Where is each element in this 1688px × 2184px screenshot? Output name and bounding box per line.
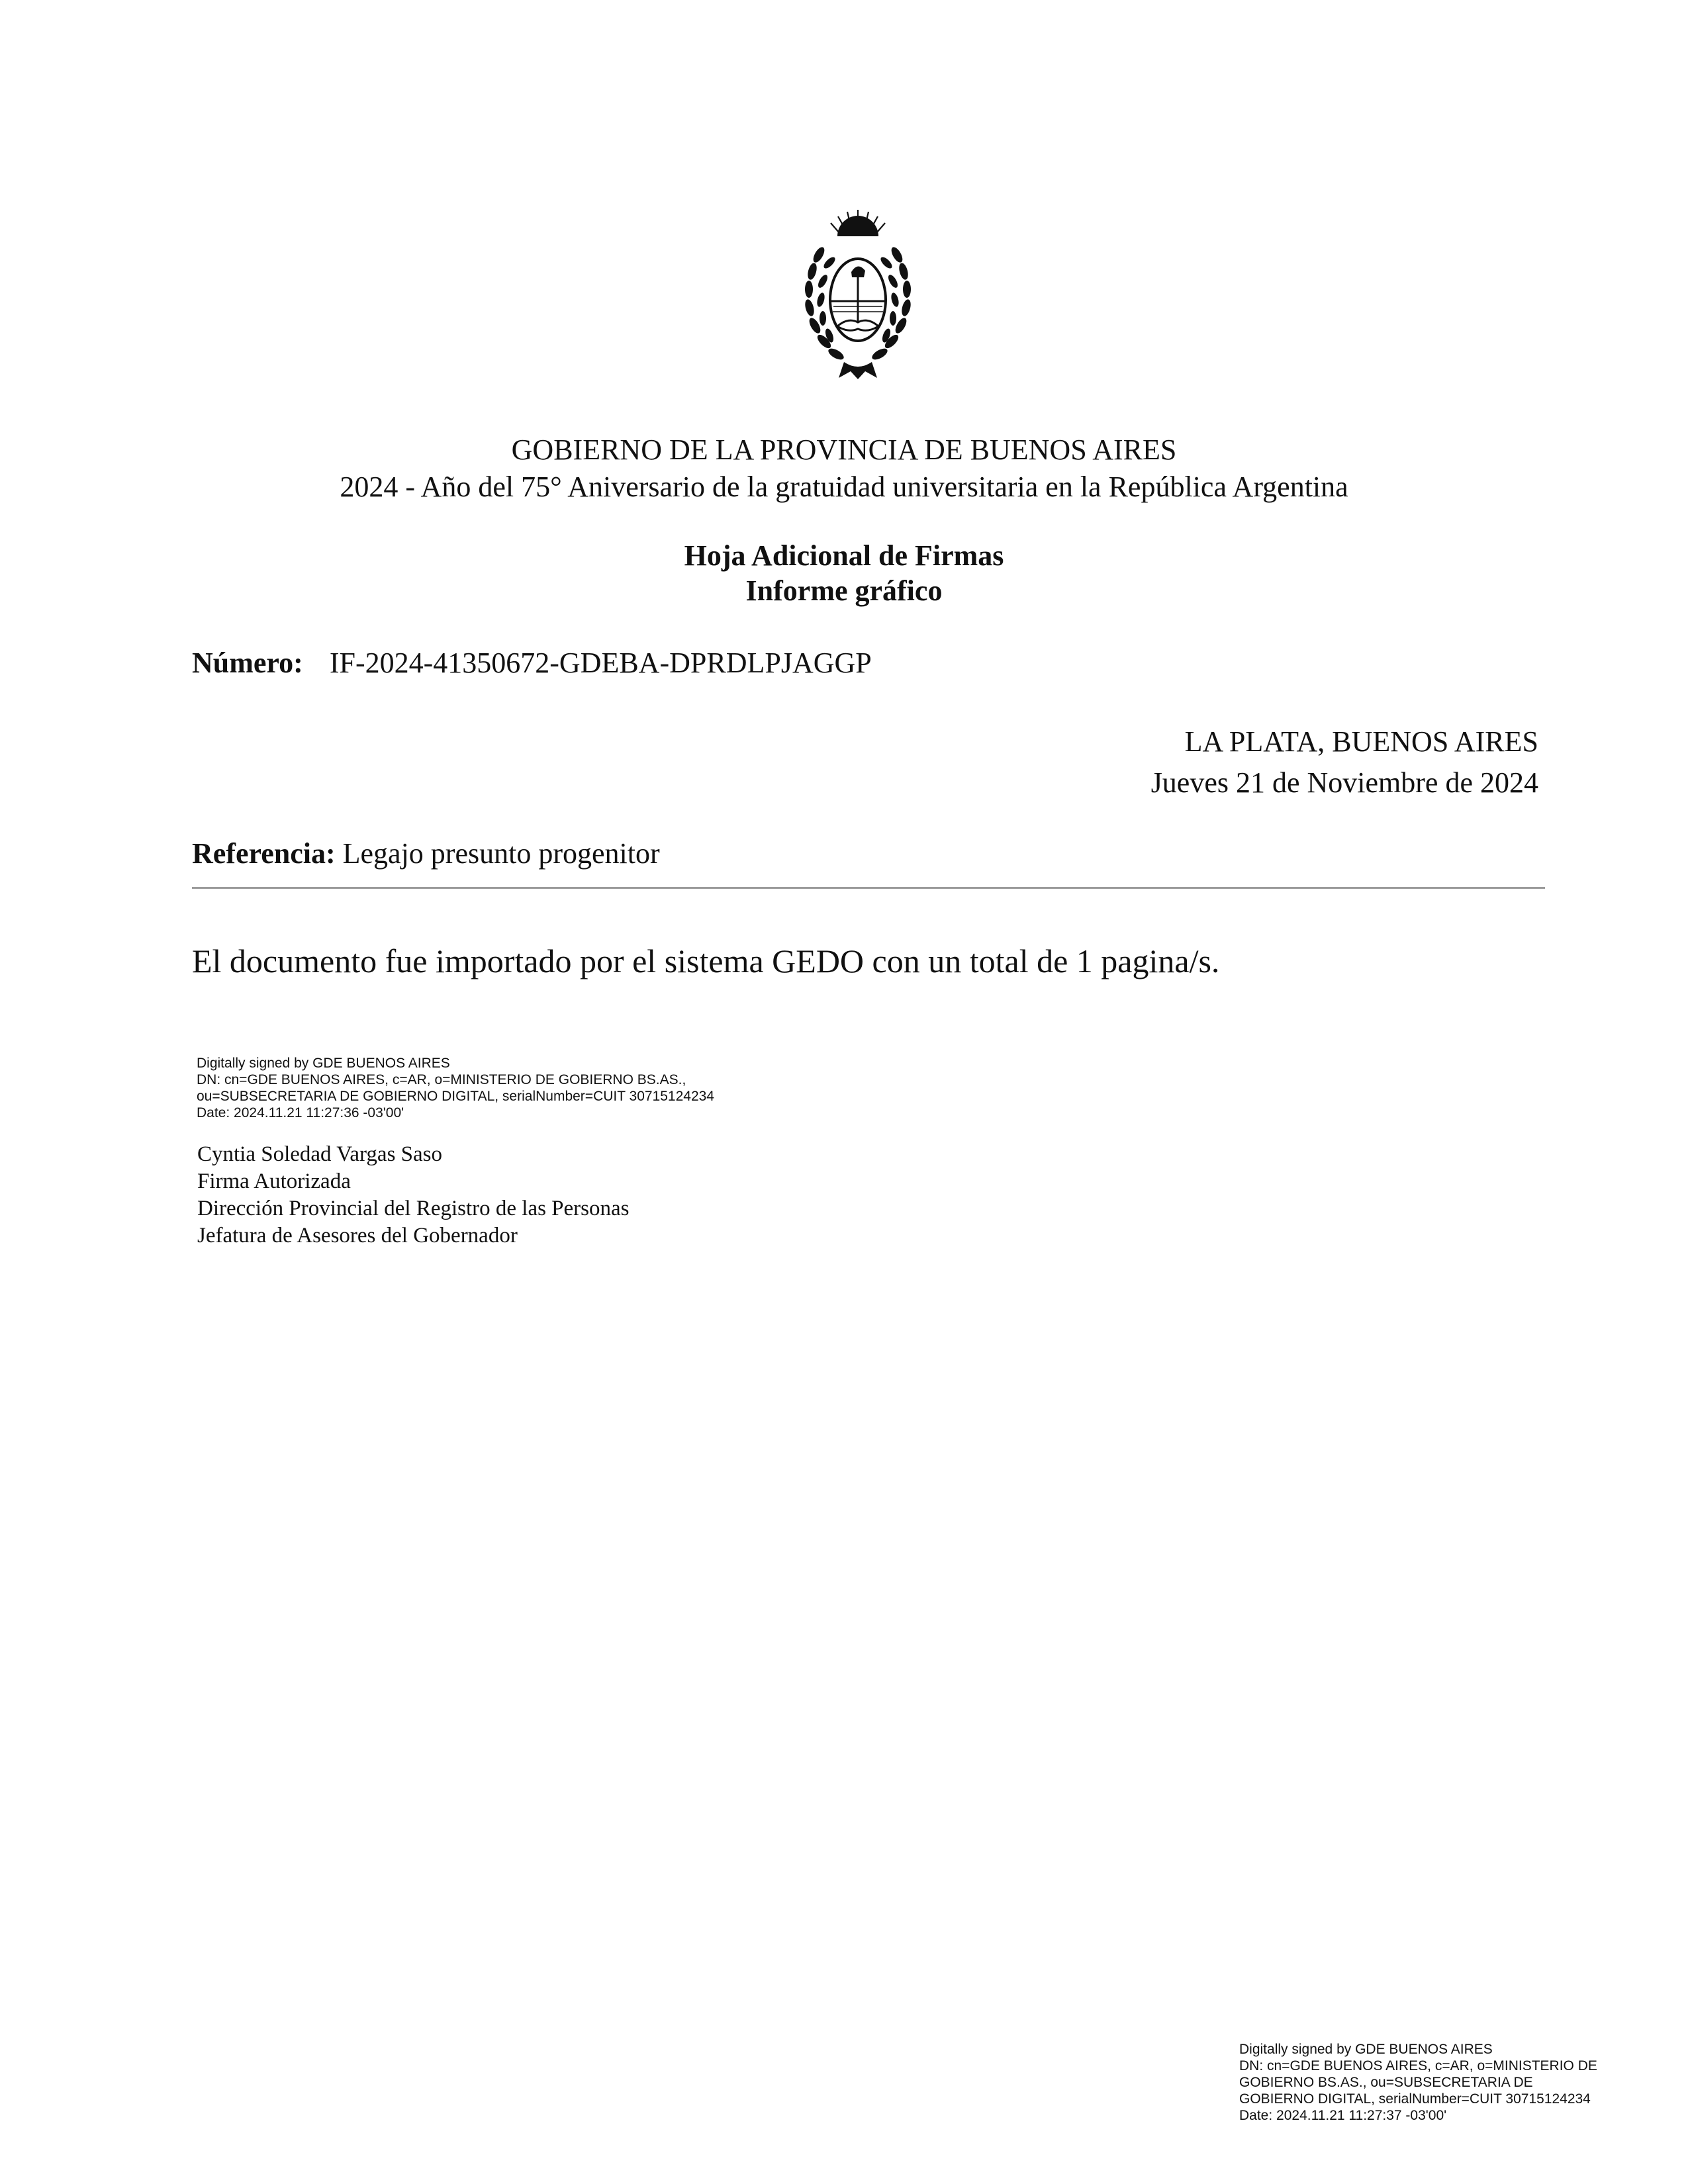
place: LA PLATA, BUENOS AIRES bbox=[1184, 725, 1538, 758]
divider bbox=[192, 887, 1545, 889]
number-value: IF-2024-41350672-GDEBA-DPRDLPJAGGP bbox=[329, 647, 872, 679]
signer-department: Jefatura de Asesores del Gobernador bbox=[197, 1224, 518, 1248]
signer-office: Dirección Provincial del Registro de las Personas bbox=[197, 1197, 630, 1220]
date: Jueves 21 de Noviembre de 2024 bbox=[1150, 766, 1538, 799]
reference-value: Legajo presunto progenitor bbox=[342, 837, 660, 870]
number-label: Número: bbox=[192, 647, 303, 679]
year-motto: 2024 - Año del 75° Aniversario de la gratuidad universitaria en la República Argentina bbox=[340, 471, 1348, 503]
signer-name: Cyntia Soledad Vargas Saso bbox=[197, 1142, 443, 1166]
signer-role: Firma Autorizada bbox=[197, 1169, 351, 1193]
document-title-block bbox=[0, 538, 1688, 608]
coat-of-arms-icon bbox=[799, 208, 917, 382]
body-text: El documento fue importado por el sistema GEDO con un total de 1 pagina/s. bbox=[192, 942, 1220, 979]
document-number bbox=[192, 645, 872, 682]
header bbox=[0, 432, 1688, 506]
digital-signature-stamp-footer: Digitally signed by GDE BUENOS AIRES DN: cn=GDE BUENOS AIRES, c=AR, o=MINISTERIO DE GOBIERNO BS.AS., ou=SUBSECRETARIA DE GOBIERNO DIGITAL, serialNumber=CUIT 30715124234 Date: 2024.11.21 11:27:37 -03'00' bbox=[1239, 2042, 1597, 2123]
signer-block bbox=[197, 1141, 630, 1250]
digital-signature-stamp: Digitally signed by GDE BUENOS AIRES DN: cn=GDE BUENOS AIRES, c=AR, o=MINISTERIO DE GOBIERNO BS.AS., ou=SUBSECRETARIA DE GOBIERNO DIGITAL, serialNumber=CUIT 30715124234 Date: 2024.11.21 11:27:36 -03'00' bbox=[197, 1056, 714, 1120]
government-name: GOBIERNO DE LA PROVINCIA DE BUENOS AIRES bbox=[511, 433, 1177, 466]
document-subtitle: Informe gráfico bbox=[745, 574, 943, 607]
reference-label: Referencia: bbox=[192, 837, 336, 870]
document-title: Hoja Adicional de Firmas bbox=[684, 539, 1004, 572]
reference bbox=[192, 835, 660, 872]
place-date bbox=[1151, 721, 1538, 803]
